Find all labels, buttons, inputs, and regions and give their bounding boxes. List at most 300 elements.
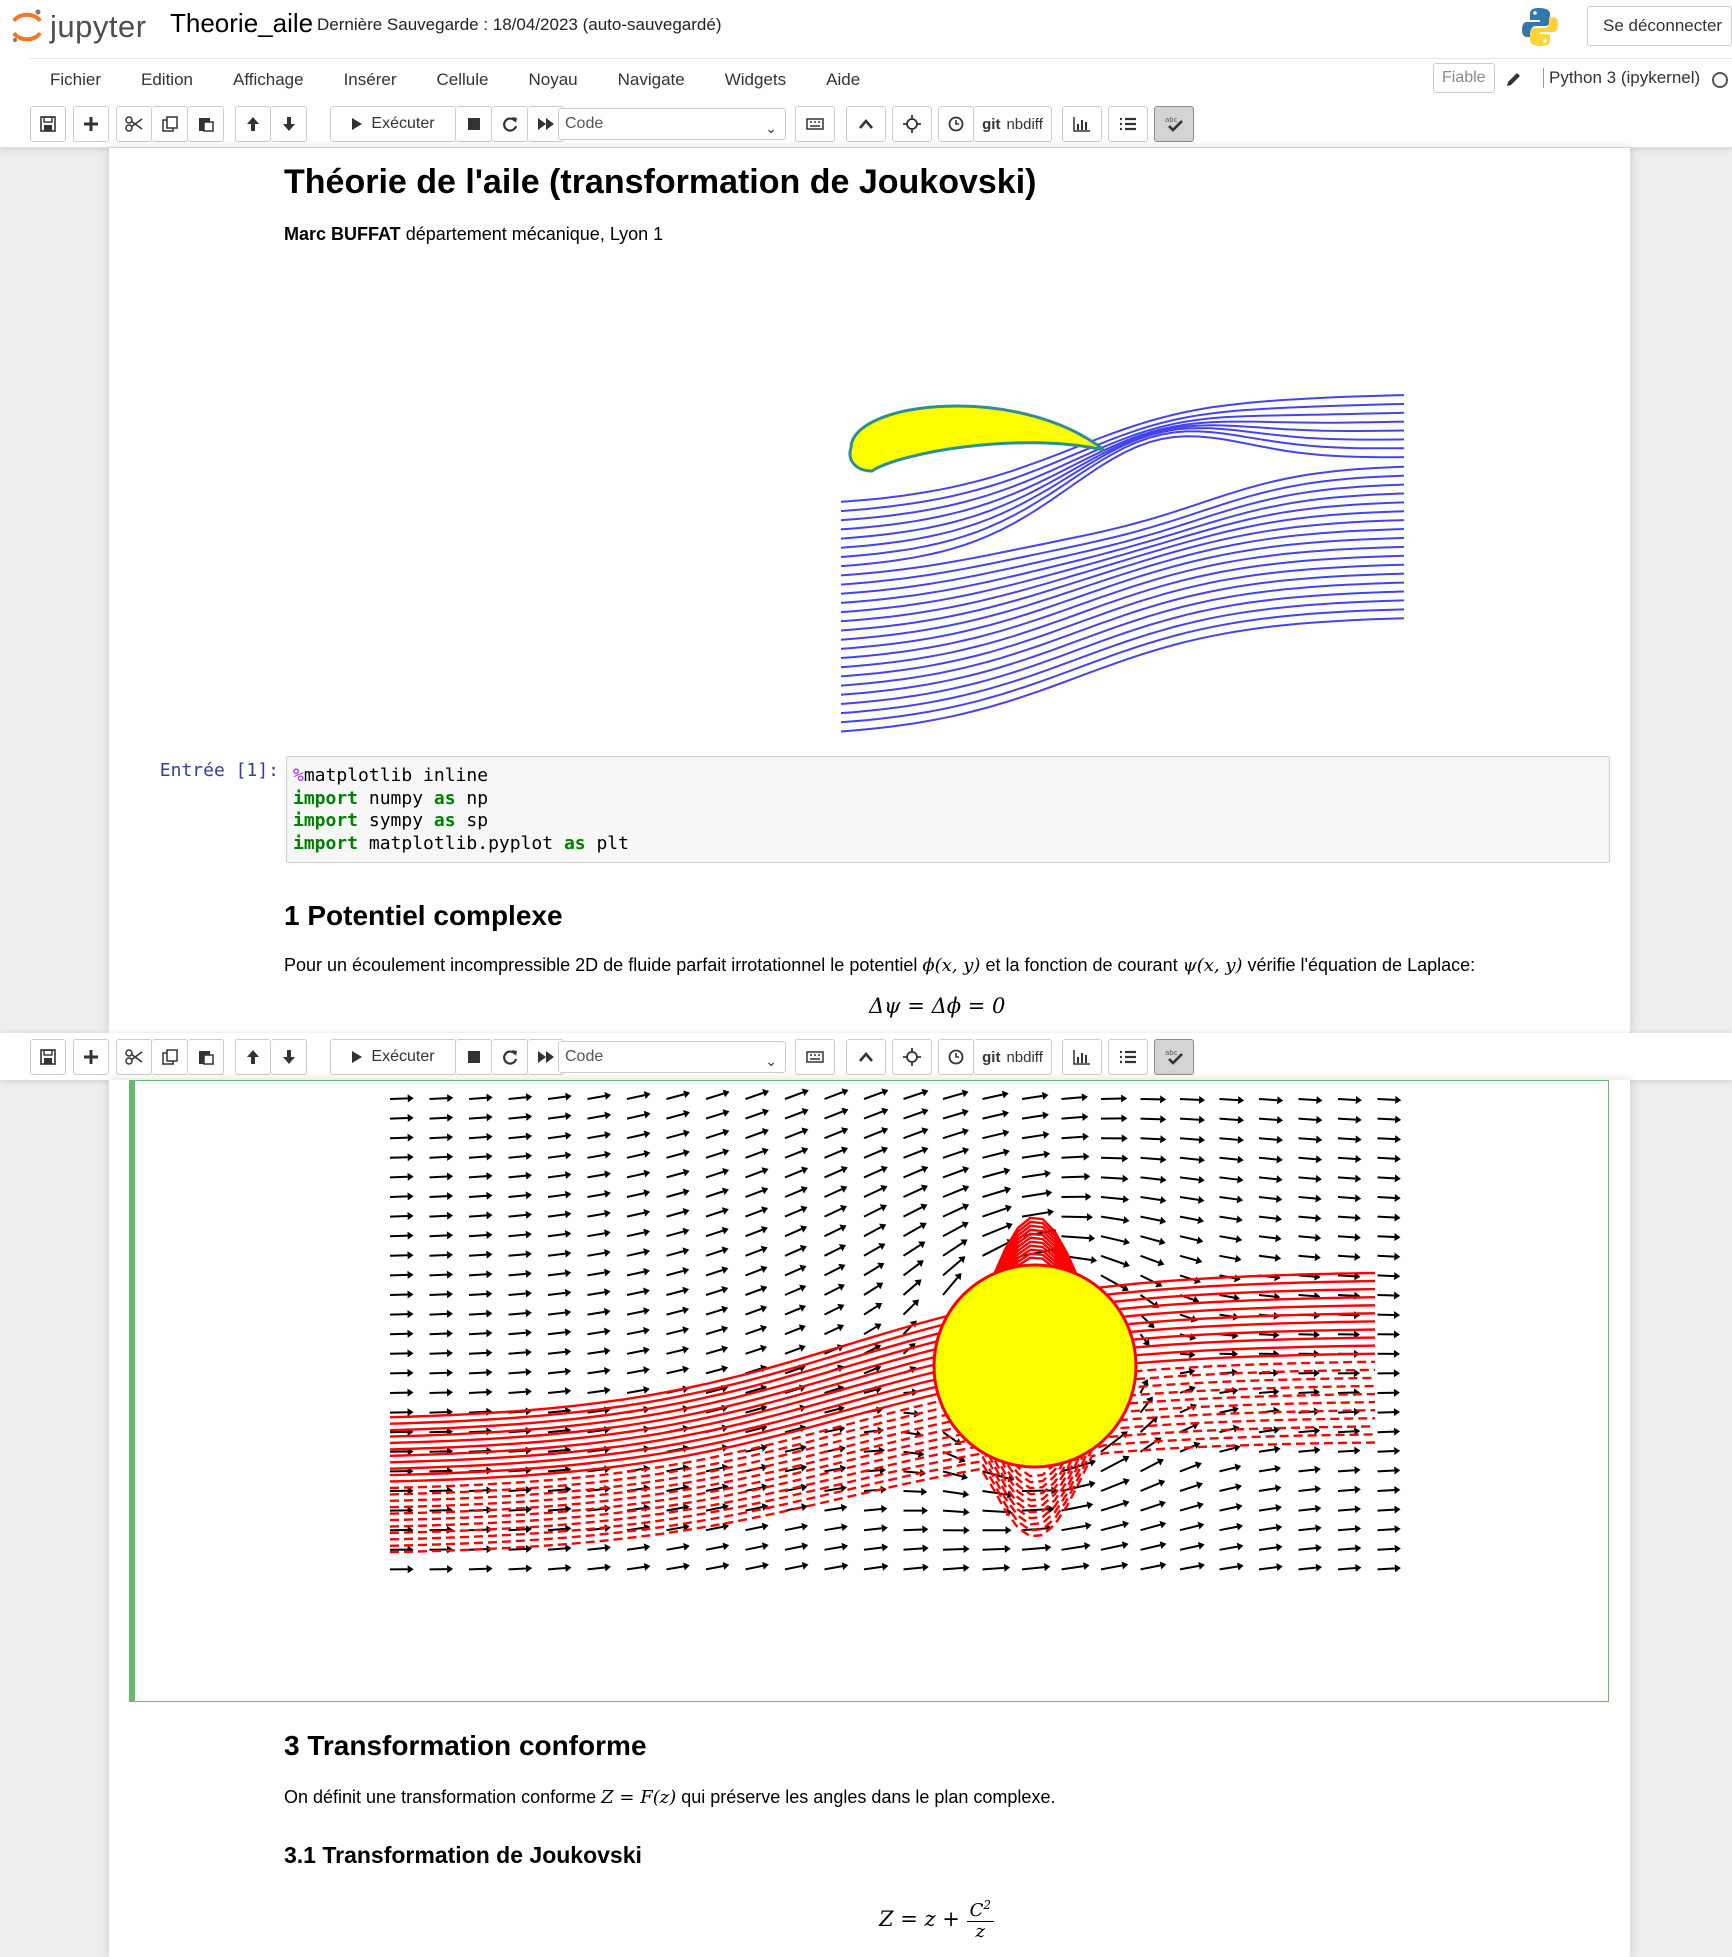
menu-noyau[interactable]: Noyau (528, 69, 578, 89)
velocity-arrow (864, 1111, 883, 1118)
velocity-arrow (785, 1170, 802, 1177)
velocity-arrowhead (526, 1564, 532, 1572)
velocity-arrowhead (1354, 1447, 1360, 1455)
velocity-arrow (469, 1235, 487, 1236)
arrow-up-icon (245, 116, 261, 132)
velocity-arrowhead (1355, 1544, 1361, 1552)
pencil-icon[interactable] (1505, 70, 1523, 88)
velocity-arrowhead (881, 1505, 887, 1513)
velocity-arrowhead (604, 1328, 611, 1336)
velocity-arrow (1259, 1528, 1276, 1531)
velocity-arrow (1378, 1197, 1395, 1198)
velocity-arrow (943, 1549, 964, 1550)
velocity-arrowhead (1160, 1196, 1167, 1204)
velocity-arrow (430, 1098, 448, 1099)
save-button[interactable] (30, 106, 66, 142)
velocity-arrow (1062, 1566, 1084, 1569)
velocity-arrow (746, 1112, 764, 1118)
velocity-arrowhead (882, 1544, 888, 1552)
restart-button[interactable] (492, 106, 528, 142)
velocity-arrow (904, 1188, 923, 1197)
velocity-arrowhead (526, 1348, 532, 1356)
velocity-arrowhead (447, 1114, 453, 1122)
velocity-arrowhead (1123, 1238, 1130, 1246)
velocity-arrowhead (486, 1231, 492, 1239)
paste-button[interactable] (188, 106, 224, 142)
velocity-arrow (785, 1151, 803, 1158)
run-button[interactable] (330, 106, 456, 142)
menu-fichier[interactable]: Fichier (50, 69, 102, 89)
velocity-arrow (706, 1113, 724, 1119)
insert-cell-button[interactable] (73, 106, 109, 142)
velocity-arrow (746, 1151, 764, 1157)
interrupt-button[interactable] (456, 1039, 492, 1075)
velocity-arrow (1338, 1431, 1354, 1432)
keyboard-icon (806, 1051, 824, 1063)
velocity-arrowhead (1122, 1521, 1129, 1529)
velocity-arrow (746, 1230, 763, 1236)
velocity-arrow (706, 1369, 722, 1373)
velocity-arrowhead (604, 1308, 611, 1316)
velocity-arrowhead (842, 1562, 849, 1570)
git-label: git (982, 115, 1001, 133)
menu-widgets[interactable]: Widgets (724, 69, 787, 89)
velocity-arrowhead (1197, 1236, 1204, 1244)
velocity-arrow (1101, 1503, 1124, 1510)
velocity-arrow (1180, 1256, 1197, 1261)
velocity-arrowhead (1315, 1505, 1321, 1513)
velocity-arrowhead (1394, 1214, 1400, 1222)
nbdiff-button[interactable] (974, 1039, 1052, 1075)
velocity-arrowhead (1160, 1176, 1166, 1184)
execute-time-button[interactable] (938, 106, 974, 142)
velocity-arrow (548, 1273, 565, 1275)
velocity-arrow (627, 1213, 644, 1217)
streamline (841, 572, 1404, 686)
velocity-arrow (509, 1274, 526, 1276)
velocity-arrow (904, 1112, 923, 1119)
velocity-arrowhead (1395, 1096, 1401, 1104)
velocity-arrow (667, 1251, 684, 1256)
velocity-arrowhead (565, 1387, 571, 1395)
velocity-arrow (1299, 1099, 1317, 1100)
velocity-arrowhead (1082, 1093, 1088, 1101)
spellcheck-button[interactable] (1154, 106, 1194, 142)
velocity-arrow (548, 1175, 566, 1177)
velocity-arrow (1378, 1275, 1395, 1276)
velocity-arrow (904, 1264, 919, 1276)
author-name: Marc BUFFAT (284, 224, 401, 244)
move-tool-button[interactable] (892, 106, 932, 142)
velocity-arrow (548, 1548, 565, 1549)
velocity-arrow (1299, 1470, 1315, 1472)
velocity-arrowhead (1085, 1522, 1092, 1530)
velocity-arrowhead (526, 1172, 532, 1180)
velocity-arrow (430, 1235, 448, 1236)
notebook-name[interactable]: Theorie_aile (170, 8, 314, 38)
velocity-arrowhead (526, 1250, 532, 1258)
kernel-name[interactable]: Python 3 (ipykernel) (1543, 68, 1700, 88)
code-token: as (563, 832, 586, 854)
velocity-arrow (943, 1568, 963, 1569)
move-tool-button[interactable] (892, 1039, 932, 1075)
velocity-arrow (1180, 1197, 1199, 1200)
velocity-arrowhead (922, 1525, 928, 1533)
velocity-arrow (1220, 1236, 1237, 1239)
velocity-arrow (943, 1225, 963, 1236)
velocity-arrowhead (961, 1473, 968, 1481)
code-token: np (455, 787, 489, 809)
velocity-arrow (1220, 1099, 1239, 1100)
velocity-arrow (667, 1114, 685, 1119)
streamline-dashed (390, 1426, 1375, 1539)
logout-button[interactable]: Se déconnecter (1587, 6, 1732, 46)
copy-icon (162, 116, 178, 132)
insert-cell-button[interactable] (73, 1039, 109, 1075)
nbdiff-label: nbdiff (1006, 1048, 1043, 1066)
math-conformal: Z = F(z) (601, 1787, 677, 1808)
velocity-arrowhead (447, 1271, 453, 1279)
velocity-arrow (1101, 1217, 1124, 1220)
interrupt-button[interactable] (456, 106, 492, 142)
velocity-arrow (1101, 1545, 1123, 1550)
velocity-arrowhead (643, 1248, 650, 1256)
paste-button[interactable] (188, 1039, 224, 1075)
velocity-arrowhead (565, 1230, 571, 1238)
velocity-arrow (1180, 1372, 1189, 1374)
command-palette-button[interactable] (795, 1039, 835, 1075)
velocity-arrow (1220, 1527, 1238, 1530)
velocity-arrow (785, 1092, 803, 1099)
velocity-arrowhead (1042, 1111, 1049, 1119)
menu-aide[interactable]: Aide (826, 69, 861, 89)
velocity-arrowhead (565, 1093, 571, 1101)
crosshair-icon (903, 1048, 921, 1066)
notebook-header (0, 0, 1732, 148)
velocity-arrowhead (486, 1192, 492, 1200)
velocity-arrowhead (1316, 1136, 1322, 1144)
velocity-arrowhead (683, 1562, 690, 1570)
velocity-arrowhead (1002, 1110, 1009, 1118)
code-token: import (293, 832, 359, 854)
velocity-arrowhead (407, 1349, 413, 1357)
airfoil-streamlines-figure (474, 278, 1404, 748)
cylinder-shape (934, 1265, 1136, 1467)
bar-chart-icon (1073, 116, 1091, 132)
toc-button[interactable] (1108, 1039, 1148, 1075)
velocity-arrowhead (1276, 1543, 1282, 1551)
velocity-arrowhead (1160, 1095, 1166, 1103)
velocity-arrowhead (1394, 1350, 1400, 1358)
joukovski-lhs: Z = z + (879, 1906, 967, 1931)
jupyter-logo[interactable] (10, 6, 147, 48)
velocity-arrow (1299, 1158, 1317, 1159)
chevron-down-icon: ⌄ (765, 120, 777, 136)
streamline (841, 536, 1404, 649)
velocity-arrow (1338, 1490, 1355, 1491)
velocity-arrow (1299, 1528, 1316, 1530)
streamline-solid (390, 1238, 1375, 1450)
velocity-arrowhead (447, 1231, 453, 1239)
fraction-numerator (967, 1895, 994, 1922)
velocity-arrowhead (447, 1565, 453, 1573)
menu-edition[interactable]: Edition (141, 69, 193, 89)
play-icon (351, 1050, 363, 1064)
velocity-arrow (904, 1283, 917, 1295)
chevron-down-icon: ⌄ (765, 1053, 777, 1069)
velocity-arrow (548, 1372, 565, 1374)
stop-icon (467, 1050, 481, 1064)
velocity-arrow (548, 1254, 565, 1256)
chart-button[interactable] (1062, 106, 1102, 142)
collapse-button[interactable] (846, 1039, 886, 1075)
command-palette-button[interactable] (795, 106, 835, 142)
velocity-arrowhead (1276, 1563, 1282, 1571)
code-editor[interactable] (286, 756, 1610, 863)
velocity-arrowhead (644, 1543, 651, 1551)
velocity-arrow (746, 1191, 763, 1197)
trusted-badge[interactable]: Fiable (1433, 63, 1495, 93)
velocity-arrow (1180, 1566, 1199, 1570)
velocity-arrowhead (1236, 1523, 1243, 1531)
run-button[interactable] (330, 1039, 456, 1075)
velocity-arrowhead (526, 1152, 532, 1160)
menu-affichage[interactable]: Affichage (233, 69, 304, 89)
velocity-arrowhead (1237, 1176, 1243, 1184)
velocity-arrow (430, 1294, 448, 1295)
velocity-arrow (1180, 1465, 1196, 1471)
copy-button[interactable] (152, 1039, 188, 1075)
velocity-arrow (706, 1211, 723, 1217)
velocity-arrowhead (1232, 1387, 1239, 1395)
velocity-arrowhead (526, 1211, 532, 1219)
spellcheck-button[interactable] (1154, 1039, 1194, 1075)
velocity-arrow (706, 1250, 723, 1255)
execute-time-button[interactable] (938, 1039, 974, 1075)
velocity-arrow (825, 1267, 841, 1275)
velocity-arrow (667, 1153, 684, 1158)
move-down-button[interactable] (271, 106, 307, 142)
arrow-down-icon (281, 116, 297, 132)
velocity-arrowhead (526, 1368, 532, 1376)
cell-type-select[interactable] (558, 1041, 786, 1073)
velocity-arrowhead (486, 1211, 492, 1219)
velocity-arrow (627, 1390, 644, 1393)
cut-button[interactable] (116, 106, 152, 142)
velocity-arrowhead (447, 1094, 453, 1102)
velocity-arrowhead (1044, 1563, 1050, 1571)
velocity-arrowhead (486, 1369, 492, 1377)
velocity-arrow (588, 1174, 605, 1177)
velocity-arrowhead (604, 1288, 611, 1296)
velocity-arrowhead (644, 1111, 651, 1119)
velocity-arrowhead (604, 1544, 610, 1552)
velocity-arrow (746, 1210, 763, 1216)
velocity-arrow (1259, 1217, 1276, 1219)
velocity-arrow (1338, 1217, 1355, 1218)
toc-button[interactable] (1108, 106, 1148, 142)
velocity-arrow (1101, 1158, 1122, 1159)
velocity-arrow (864, 1131, 883, 1138)
velocity-arrow (1220, 1197, 1238, 1199)
velocity-arrowhead (1122, 1175, 1128, 1183)
velocity-arrowhead (565, 1210, 571, 1218)
move-down-button[interactable] (271, 1039, 307, 1075)
menu-cellule[interactable]: Cellule (436, 69, 489, 89)
velocity-arrow (1378, 1119, 1396, 1120)
velocity-arrow (1180, 1138, 1199, 1140)
velocity-arrowhead (1395, 1155, 1401, 1163)
velocity-arrowhead (1315, 1544, 1321, 1552)
notebook-container (109, 148, 1630, 1033)
toolbar (30, 106, 1230, 144)
velocity-arrow (1259, 1197, 1276, 1199)
velocity-arrow (390, 1098, 408, 1099)
velocity-arrow (1299, 1509, 1316, 1511)
velocity-arrow (943, 1511, 964, 1512)
velocity-arrowhead (1276, 1155, 1282, 1163)
velocity-arrow (706, 1566, 723, 1569)
velocity-arrow (943, 1189, 964, 1197)
menu-navigate[interactable]: Navigate (617, 69, 685, 89)
clock-icon (948, 1049, 964, 1065)
velocity-arrow (1259, 1547, 1277, 1549)
velocity-arrow (509, 1176, 527, 1178)
code-token: sympy (358, 810, 434, 831)
menu-inserer[interactable]: Insérer (343, 69, 397, 89)
velocity-arrowhead (1354, 1486, 1360, 1494)
velocity-arrow (548, 1509, 565, 1510)
numerator-exponent: 2 (983, 1898, 991, 1912)
velocity-arrowhead (1091, 1256, 1097, 1264)
move-up-button[interactable] (235, 1039, 271, 1075)
input-prompt: Entrée [1]: (159, 760, 279, 781)
velocity-arrow (1259, 1567, 1277, 1569)
velocity-arrow (1220, 1391, 1233, 1393)
velocity-arrow (390, 1236, 408, 1237)
velocity-arrowhead (1395, 1135, 1401, 1143)
velocity-arrow (1141, 1217, 1161, 1221)
velocity-arrowhead (447, 1251, 453, 1259)
velocity-arrow (943, 1278, 958, 1295)
move-up-button[interactable] (235, 106, 271, 142)
velocity-arrowhead (447, 1212, 453, 1220)
velocity-arrowhead (1394, 1272, 1400, 1280)
velocity-arrow (904, 1304, 915, 1315)
velocity-arrow (667, 1370, 684, 1374)
red-streamlines-group (390, 1218, 1375, 1552)
code-token: sp (455, 810, 489, 831)
velocity-arrowhead (526, 1191, 532, 1199)
velocity-arrowhead (565, 1368, 571, 1376)
velocity-arrow (430, 1412, 448, 1413)
velocity-arrow (983, 1511, 1007, 1512)
velocity-arrow (864, 1567, 882, 1570)
save-button[interactable] (30, 1039, 66, 1075)
velocity-arrow (1141, 1483, 1160, 1491)
velocity-arrow (1220, 1507, 1237, 1511)
velocity-arrow (706, 1172, 723, 1178)
velocity-arrowhead (1004, 1564, 1010, 1572)
velocity-arrow (904, 1491, 922, 1492)
velocity-arrowhead (408, 1173, 414, 1181)
velocity-arrow (706, 1093, 724, 1099)
velocity-arrowhead (565, 1269, 571, 1277)
velocity-arrow (1299, 1217, 1316, 1219)
velocity-arrow (667, 1310, 684, 1314)
velocity-arrow (706, 1329, 722, 1334)
velocity-arrowhead (1315, 1253, 1321, 1261)
restart-button[interactable] (492, 1039, 528, 1075)
chart-button[interactable] (1062, 1039, 1102, 1075)
velocity-arrow (785, 1190, 802, 1197)
velocity-arrow (627, 1311, 644, 1314)
run-label: Exécuter (371, 1048, 435, 1065)
velocity-arrow (825, 1287, 840, 1295)
velocity-arrowhead (841, 1504, 848, 1512)
keyboard-icon (806, 118, 824, 130)
velocity-arrowhead (565, 1191, 571, 1199)
velocity-arrowhead (1355, 1175, 1361, 1183)
collapse-button[interactable] (846, 106, 886, 142)
velocity-arrow (1180, 1099, 1199, 1100)
save-icon (40, 1049, 56, 1065)
velocity-arrow (1259, 1449, 1275, 1451)
cut-button[interactable] (116, 1039, 152, 1075)
velocity-arrow (746, 1289, 762, 1295)
velocity-arrow (785, 1308, 800, 1314)
velocity-arrowhead (526, 1132, 532, 1140)
velocity-arrow (983, 1171, 1005, 1177)
velocity-arrow (706, 1191, 723, 1197)
velocity-arrowhead (1198, 1522, 1205, 1530)
velocity-arrow (588, 1567, 606, 1569)
fast-forward-icon (537, 117, 555, 131)
git-label: git (982, 1048, 1001, 1066)
velocity-arrow (1338, 1568, 1355, 1569)
velocity-arrowhead (407, 1310, 413, 1318)
velocity-arrowhead (447, 1153, 453, 1161)
velocity-arrow (1299, 1450, 1315, 1452)
velocity-arrow (509, 1313, 526, 1314)
copy-button[interactable] (152, 106, 188, 142)
velocity-arrow (627, 1134, 645, 1138)
cylinder-flow-figure (295, 1081, 1555, 1701)
velocity-arrowhead (644, 1130, 651, 1138)
nbdiff-button[interactable] (974, 106, 1052, 142)
velocity-arrowhead (963, 1545, 969, 1553)
selected-output-cell[interactable] (129, 1080, 1609, 1702)
velocity-arrow (1378, 1549, 1395, 1550)
velocity-arrowhead (1394, 1253, 1400, 1261)
author-affiliation: département mécanique, Lyon 1 (400, 224, 664, 244)
crosshair-icon (903, 115, 921, 133)
velocity-arrow (667, 1566, 684, 1569)
velocity-arrow (430, 1216, 448, 1217)
list-icon (1119, 117, 1137, 131)
velocity-arrow (667, 1212, 684, 1217)
velocity-arrow (430, 1118, 448, 1119)
velocity-arrow (1299, 1489, 1316, 1491)
clock-icon (948, 116, 964, 132)
velocity-arrowhead (604, 1229, 611, 1237)
velocity-arrowhead (486, 1388, 492, 1396)
velocity-arrowhead (644, 1170, 651, 1178)
cell-type-select[interactable] (558, 108, 786, 140)
velocity-arrowhead (1355, 1135, 1361, 1143)
velocity-arrowhead (1199, 1096, 1205, 1104)
velocity-arrowhead (1123, 1195, 1129, 1203)
